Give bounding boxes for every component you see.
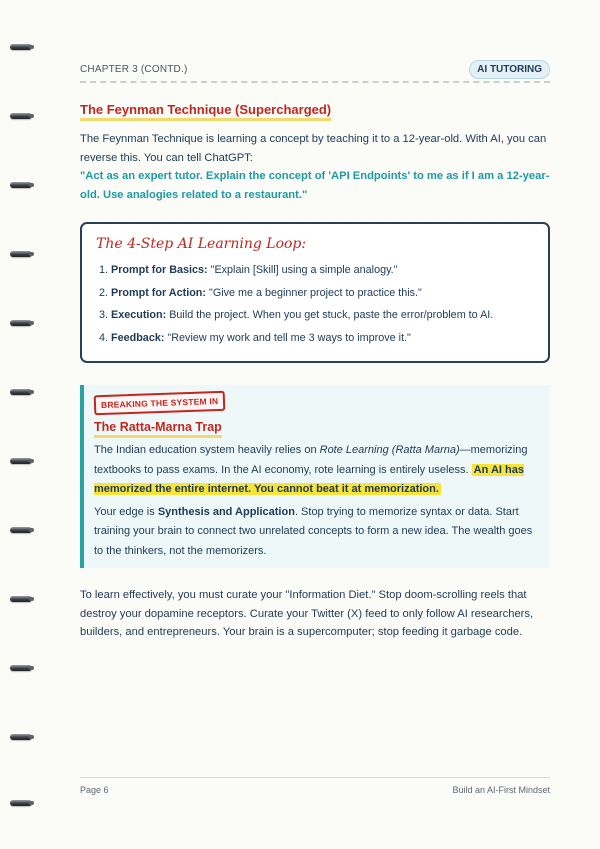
loop-step: 3. Execution: Build the project. When you get stuck, paste the error/problem to AI. bbox=[99, 309, 494, 321]
page-header bbox=[80, 58, 550, 80]
highlighted-text: An AI has memorized the entire internet. You cannot beat it at memorization. bbox=[94, 463, 524, 495]
loop-step: 1. Prompt for Basics: "Explain [Skill] using a simple analogy." bbox=[99, 264, 398, 276]
example-prompt: "Act as an expert tutor. Explain the concept of 'API Endpoints' to me as if I am a 12-year-old. Use analogies related to a restaurant." bbox=[80, 170, 550, 201]
binding-ring bbox=[10, 734, 32, 740]
callout-paragraph-1: The Indian education system heavily relies on Rote Learning (Ratta Marna)—memorizing textbooks to pass exams. In the AI economy, rote learning is entirely useless. An AI has memorized the entire internet. You cannot beat it at memorization. bbox=[94, 444, 528, 495]
page-number: Page 6 bbox=[80, 785, 109, 795]
section-title: The Feynman Technique (Supercharged) bbox=[80, 102, 331, 121]
binding-ring bbox=[10, 320, 32, 326]
binding-ring bbox=[10, 800, 32, 806]
learning-loop-box bbox=[80, 222, 550, 363]
loop-steps bbox=[96, 259, 534, 349]
binding-ring bbox=[10, 389, 32, 395]
spiral-binding bbox=[0, 0, 40, 849]
topic-badge: AI TUTORING bbox=[469, 60, 550, 79]
closing-paragraph: To learn effectively, you must curate your "Information Diet." Stop doom-scrolling reels that destroy your dopamine receptors. Curate your Twitter (X) feed to only follow AI researchers, builders, and entrepreneurs. Your brain is a supercomputer; stop feeding it garbage code. bbox=[80, 589, 534, 638]
breaking-system-stamp: BREAKING THE SYSTEM IN bbox=[94, 391, 226, 416]
page-footer bbox=[80, 785, 550, 795]
footer-divider bbox=[80, 777, 550, 778]
book-title: Build an AI-First Mindset bbox=[452, 785, 550, 795]
callout-paragraph-2: Your edge is Synthesis and Application. Stop trying to memorize syntax or data. Start training your brain to connect two unrelated concepts to form a new idea. The wealth goes to the thinkers, not the memorizers. bbox=[94, 505, 533, 557]
binding-ring bbox=[10, 665, 32, 671]
loop-step: 4. Feedback: "Review my work and tell me 3 ways to improve it." bbox=[99, 331, 411, 344]
intro-paragraph: The Feynman Technique is learning a concept by teaching it to a 12-year-old. With AI, you can reverse this. You can tell ChatGPT: bbox=[80, 133, 547, 164]
header-divider bbox=[80, 81, 550, 83]
binding-ring bbox=[10, 182, 32, 188]
binding-ring bbox=[10, 458, 32, 464]
binding-ring bbox=[10, 251, 32, 257]
chapter-label: CHAPTER 3 (CONTD.) bbox=[80, 63, 188, 75]
ratta-marna-callout bbox=[80, 385, 550, 568]
binding-ring bbox=[10, 527, 32, 533]
binding-ring bbox=[10, 113, 32, 119]
loop-step: 2. Prompt for Action: "Give me a beginner project to practice this." bbox=[99, 286, 422, 299]
loop-title: The 4-Step AI Learning Loop: bbox=[96, 236, 307, 252]
binding-ring bbox=[10, 44, 32, 50]
binding-ring bbox=[10, 596, 32, 602]
callout-title: The Ratta-Marna Trap bbox=[94, 420, 222, 438]
